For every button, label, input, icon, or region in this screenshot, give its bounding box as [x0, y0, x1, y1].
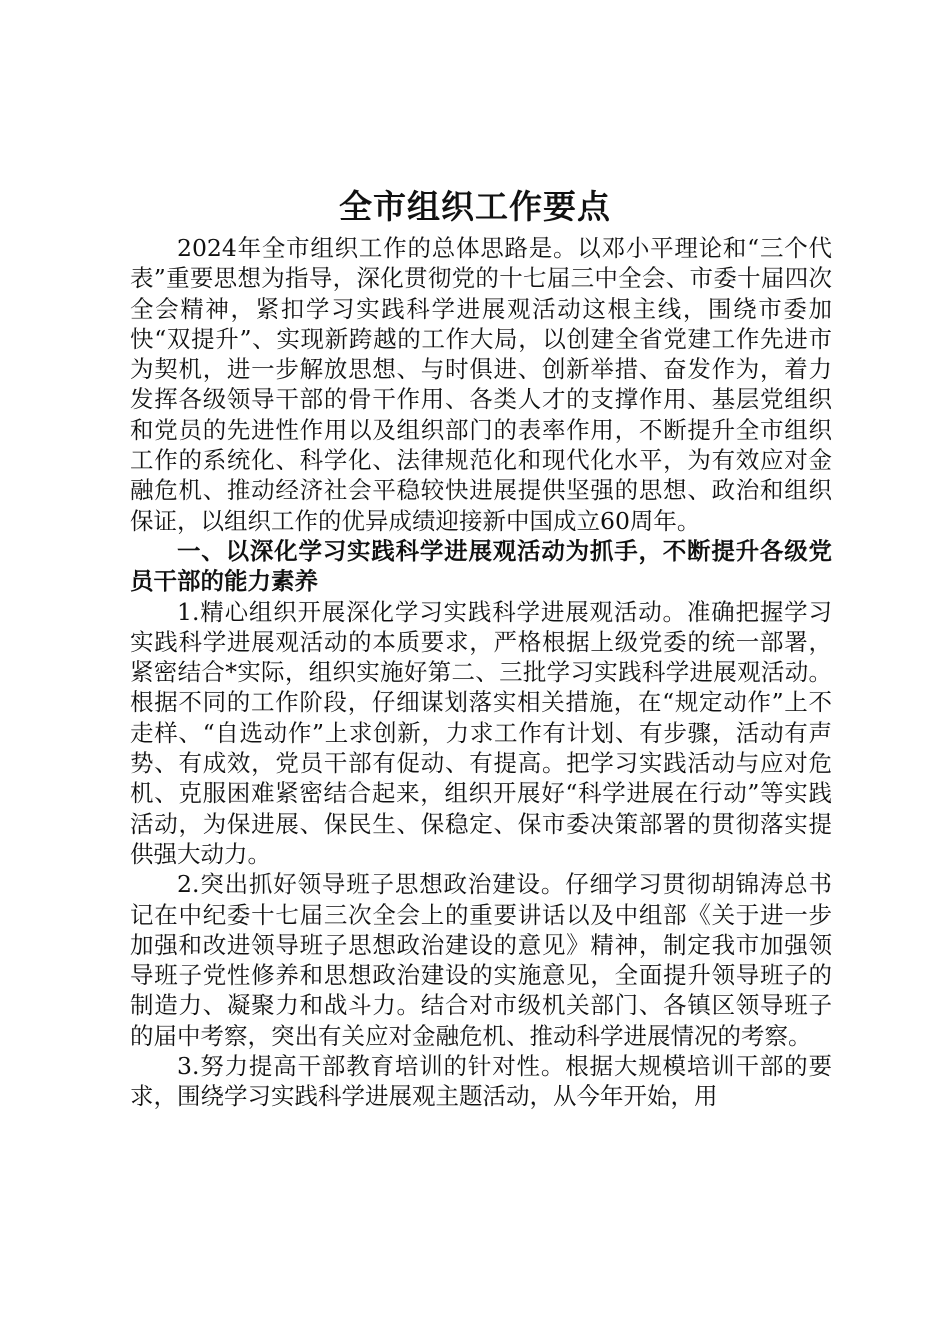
paragraph-overview: 2024年全市组织工作的总体思路是。以邓小平理论和“三个代表”重要思想为指导，深化贯彻党的十七届三中全会、市委十届四次全会精神，紧扣学习实践科学进展观活动这根主线，围绕市委加快“双提升”、实现新跨越的工作大局，以创建全省党建工作先进市为契机，进一步解放思想、与时俱进、创新举措、奋发作为，着力发挥各级领导干部的骨干作用、各类人才的支撑作用、基层党组织和党员的先进性作用以及组织部门的表率作用，不断提升全市组织工作的系统化、科学化、法律规范化和现代化水平，为有效应对金融危机、推动经济社会平稳较快进展提供坚强的思想、政治和组织保证，以组织工作的优异成绩迎接新中国成立60周年。 — [130, 234, 832, 535]
section-heading-1: 一、以深化学习实践科学进展观活动为抓手，不断提升各级党员干部的能力素养 — [130, 536, 832, 596]
paragraph-item-1: 1.精心组织开展深化学习实践科学进展观活动。准确把握学习实践科学进展观活动的本质要求，严格根据上级党委的统一部署，紧密结合*实际，组织实施好第二、三批学习实践科学进展观活动。根据不同的工作阶段，仔细谋划落实相关措施，在“规定动作”上不走样、“自选动作”上求创新，力求工作有计划、有步骤，活动有声势、有成效，党员干部有促动、有提高。把学习实践活动与应对危机、克服困难紧密结合起来，组织开展好“科学进展在行动”等实践活动，为保进展、保民生、保稳定、保市委决策部署的贯彻落实提供强大动力。 — [130, 597, 832, 868]
document-body — [130, 233, 832, 1112]
paragraph-item-3: 3.努力提高干部教育培训的针对性。根据大规模培训干部的要求，围绕学习实践科学进展观主题活动，从今年开始，用 — [130, 1052, 832, 1111]
document-title: 全市组织工作要点 — [339, 187, 611, 226]
paragraph-item-2: 2.突出抓好领导班子思想政治建设。仔细学习贯彻胡锦涛总书记在中纪委十七届三次全会上的重要讲话以及中组部《关于进一步加强和改进领导班子思想政治建设的意见》精神，制定我市加强领导班子党性修养和思想政治建设的实施意见，全面提升领导班子的制造力、凝聚力和战斗力。结合对市级机关部门、各镇区领导班子的届中考察，突出有关应对金融危机、推动科学进展情况的考察。 — [130, 870, 832, 1050]
